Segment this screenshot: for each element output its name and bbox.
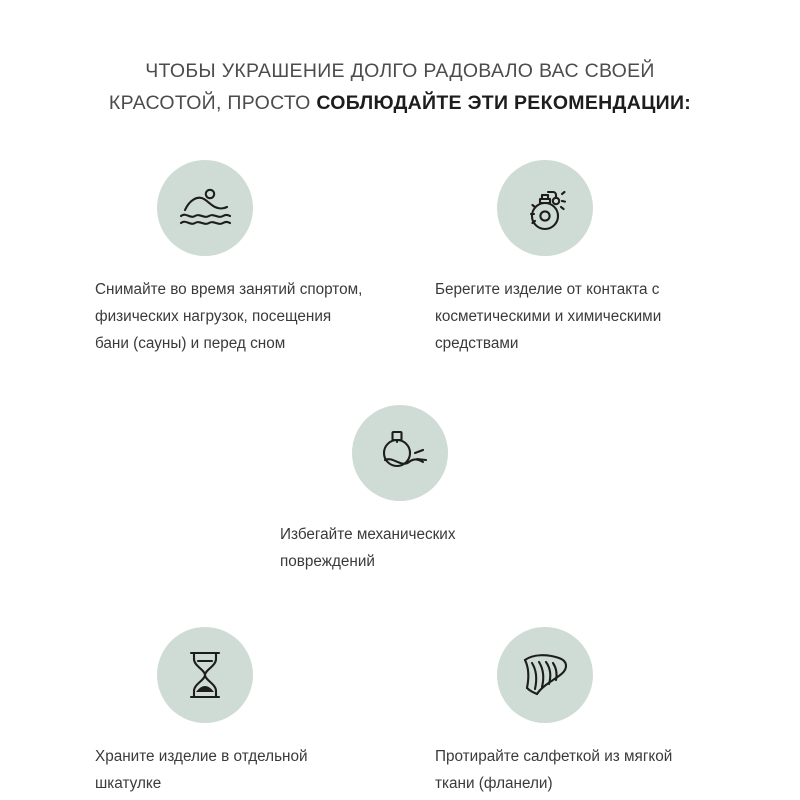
page-title-line-2 bbox=[70, 87, 730, 119]
tip-caption: Берегите изделие от контакта с косметическими и химическими средствами bbox=[435, 281, 662, 352]
page-title-line-2-normal: КРАСОТОЙ, ПРОСТО bbox=[108, 92, 317, 114]
tips-row-2 bbox=[0, 405, 800, 575]
perfume-bottle-icon bbox=[521, 181, 569, 235]
ring-scratch-icon bbox=[371, 429, 429, 477]
tip-icon-circle bbox=[157, 627, 253, 723]
tip-icon-circle bbox=[497, 160, 593, 256]
tip-icon-circle bbox=[352, 405, 448, 501]
tip-icon-circle bbox=[157, 160, 253, 256]
tip-caption: Храните изделие в отдельной шкатулке bbox=[95, 748, 308, 792]
tips-grid bbox=[0, 160, 800, 797]
tip-caption: Снимайте во время занятий спортом, физических нагрузок, посещения бани (сауны) и перед сном bbox=[95, 281, 363, 352]
tip-item-cosmetics bbox=[435, 160, 715, 357]
page-title-line-1: ЧТОБЫ УКРАШЕНИЕ ДОЛГО РАДОВАЛО ВАС СВОЕЙ bbox=[145, 60, 655, 82]
tip-item-cloth bbox=[435, 627, 715, 797]
tip-icon-circle bbox=[497, 627, 593, 723]
tip-caption: Протирайте салфеткой из мягкой ткани (фланели) bbox=[435, 748, 673, 792]
page-title-line-2-bold: СОБЛЮДАЙТЕ ЭТИ РЕКОМЕНДАЦИИ: bbox=[316, 92, 692, 114]
tips-row-3 bbox=[0, 627, 800, 797]
tip-caption: Избегайте механических повреждений bbox=[280, 526, 456, 570]
page-title bbox=[70, 55, 730, 119]
swimming-sauna-icon bbox=[177, 185, 233, 231]
tips-row-1 bbox=[0, 160, 800, 357]
tip-item-sport bbox=[95, 160, 375, 357]
jewelry-box-icon bbox=[183, 649, 227, 701]
polishing-cloth-icon bbox=[519, 650, 571, 700]
tip-item-mechanical bbox=[250, 405, 550, 575]
tip-item-storage bbox=[95, 627, 375, 797]
